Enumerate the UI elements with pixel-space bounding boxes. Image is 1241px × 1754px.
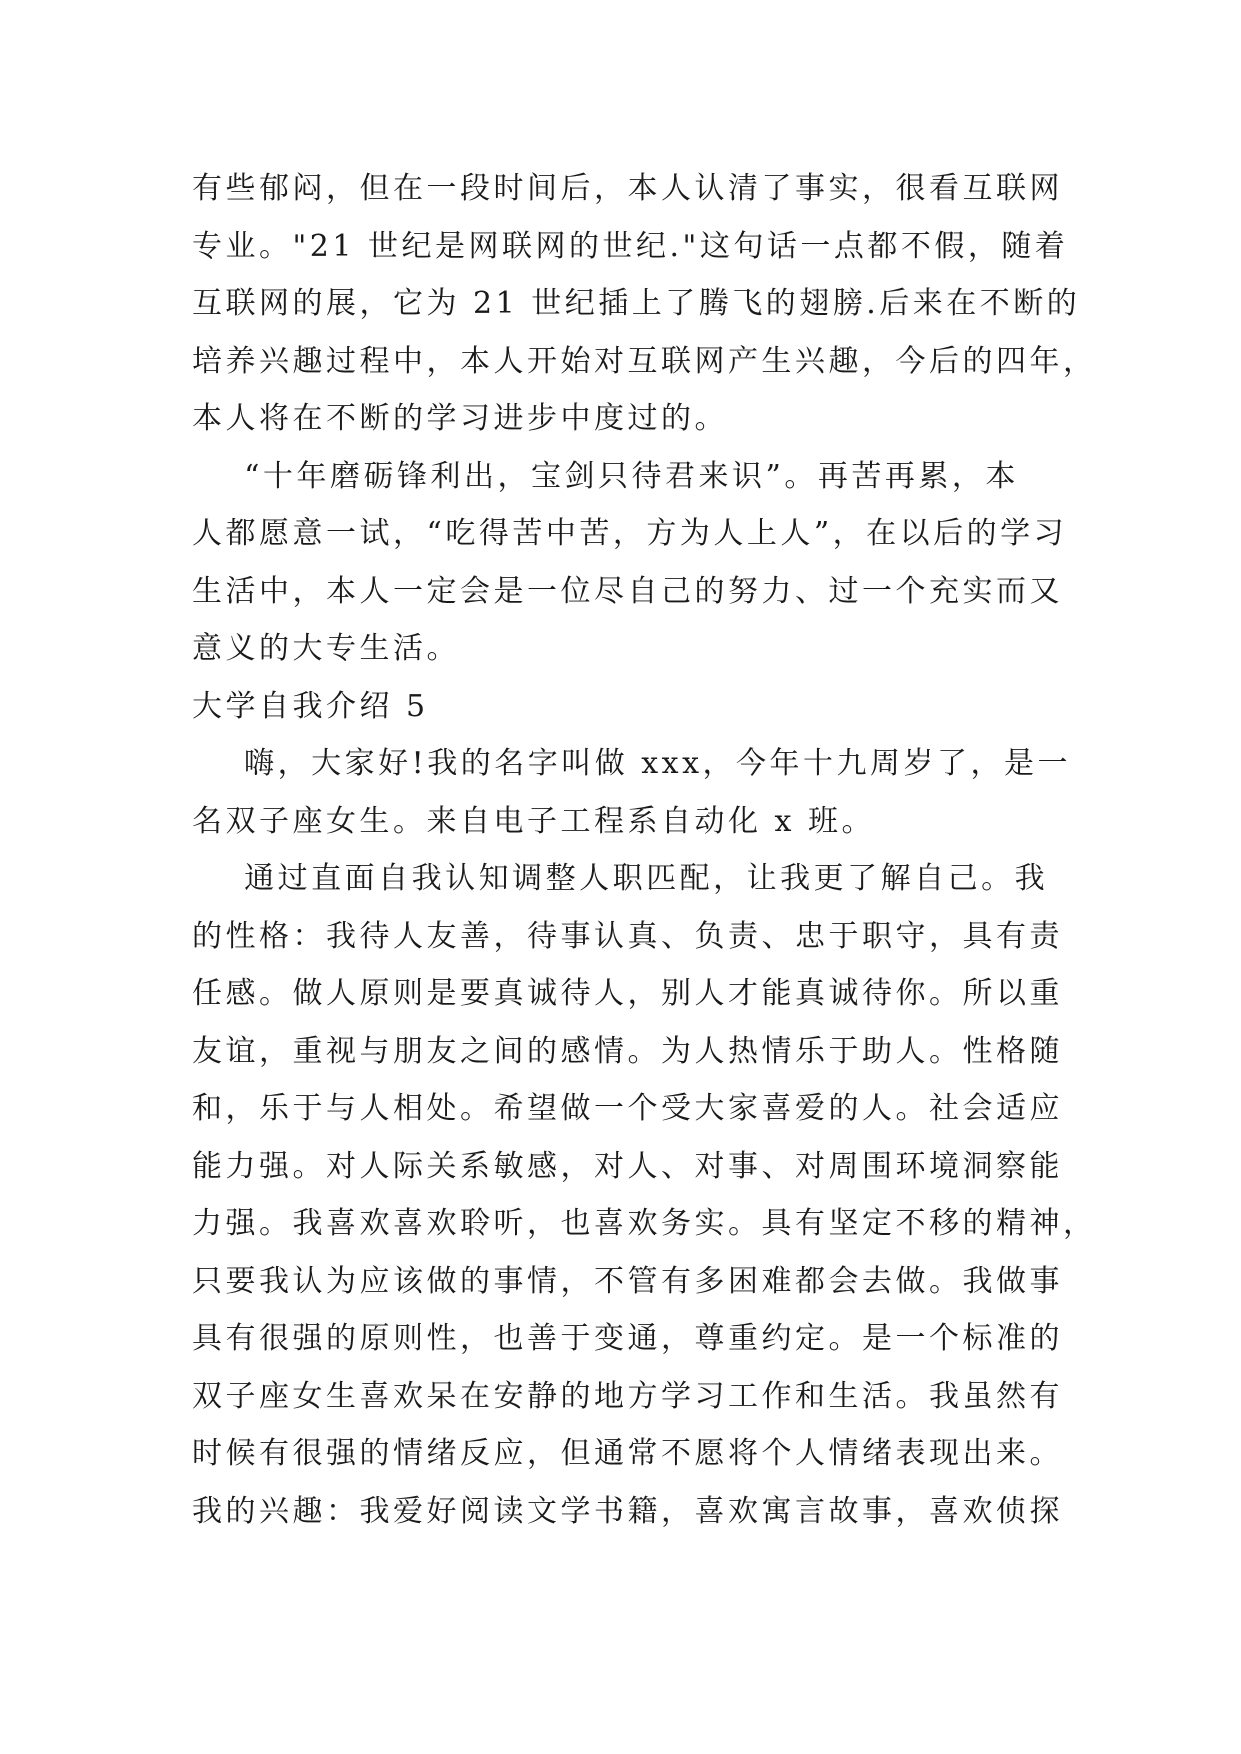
- text-line: “十年磨砺锋利出，宝剑只待君来识”。再苦再累，本: [192, 458, 1019, 494]
- text-line: 意义的大专生活。: [192, 631, 460, 666]
- text-line: 生活中，本人一定会是一位尽自己的努力、过一个充实而又: [192, 573, 1063, 609]
- text-line: 和，乐于与人相处。希望做一个受大家喜爱的人。社会适应: [192, 1091, 1063, 1126]
- text-line: 有些郁闷，但在一段时间后，本人认清了事实，很看互联网: [192, 171, 1063, 206]
- section-heading: 大学自我介绍 5: [192, 688, 429, 724]
- text-line: 我的兴趣：我爱好阅读文学书籍，喜欢寓言故事，喜欢侦探: [192, 1493, 1063, 1529]
- text-line: 通过直面自我认知调整人职匹配，让我更了解自己。我: [192, 861, 1049, 896]
- text-line: 能力强。对人际关系敏感，对人、对事、对周围环境洞察能: [192, 1148, 1063, 1184]
- text-line: 培养兴趣过程中，本人开始对互联网产生兴趣，今后的四年，: [192, 343, 1097, 379]
- text-line: 具有很强的原则性，也善于变通，尊重约定。是一个标准的: [192, 1321, 1063, 1356]
- document-body: [192, 160, 1097, 1540]
- text-line: 的性格：我待人友善，待事认真、负责、忠于职守，具有责: [192, 918, 1063, 954]
- text-line: 名双子座女生。来自电子工程系自动化 x 班。: [192, 803, 875, 839]
- text-line: 互联网的展，它为 21 世纪插上了腾飞的翅膀.后来在不断的: [192, 286, 1081, 321]
- text-line: 嗨，大家好!我的名字叫做 xxx，今年十九周岁了，是一: [192, 746, 1071, 781]
- text-line: 专业。"21 世纪是网联网的世纪."这句话一点都不假，随着: [192, 228, 1069, 264]
- text-line: 本人将在不断的学习进步中度过的。: [192, 401, 728, 436]
- text-line: 只要我认为应该做的事情，不管有多困难都会去做。我做事: [192, 1263, 1063, 1299]
- text-line: 双子座女生喜欢呆在安静的地方学习工作和生活。我虽然有: [192, 1378, 1063, 1414]
- text-line: 人都愿意一试，“吃得苦中苦，方为人上人”，在以后的学习: [192, 516, 1068, 551]
- text-line: 力强。我喜欢喜欢聆听，也喜欢务实。具有坚定不移的精神，: [192, 1206, 1097, 1241]
- text-line: 时候有很强的情绪反应，但通常不愿将个人情绪表现出来。: [192, 1436, 1063, 1471]
- text-line: 友谊，重视与朋友之间的感情。为人热情乐于助人。性格随: [192, 1033, 1063, 1069]
- text-line: 任感。做人原则是要真诚待人，别人才能真诚待你。所以重: [192, 976, 1063, 1011]
